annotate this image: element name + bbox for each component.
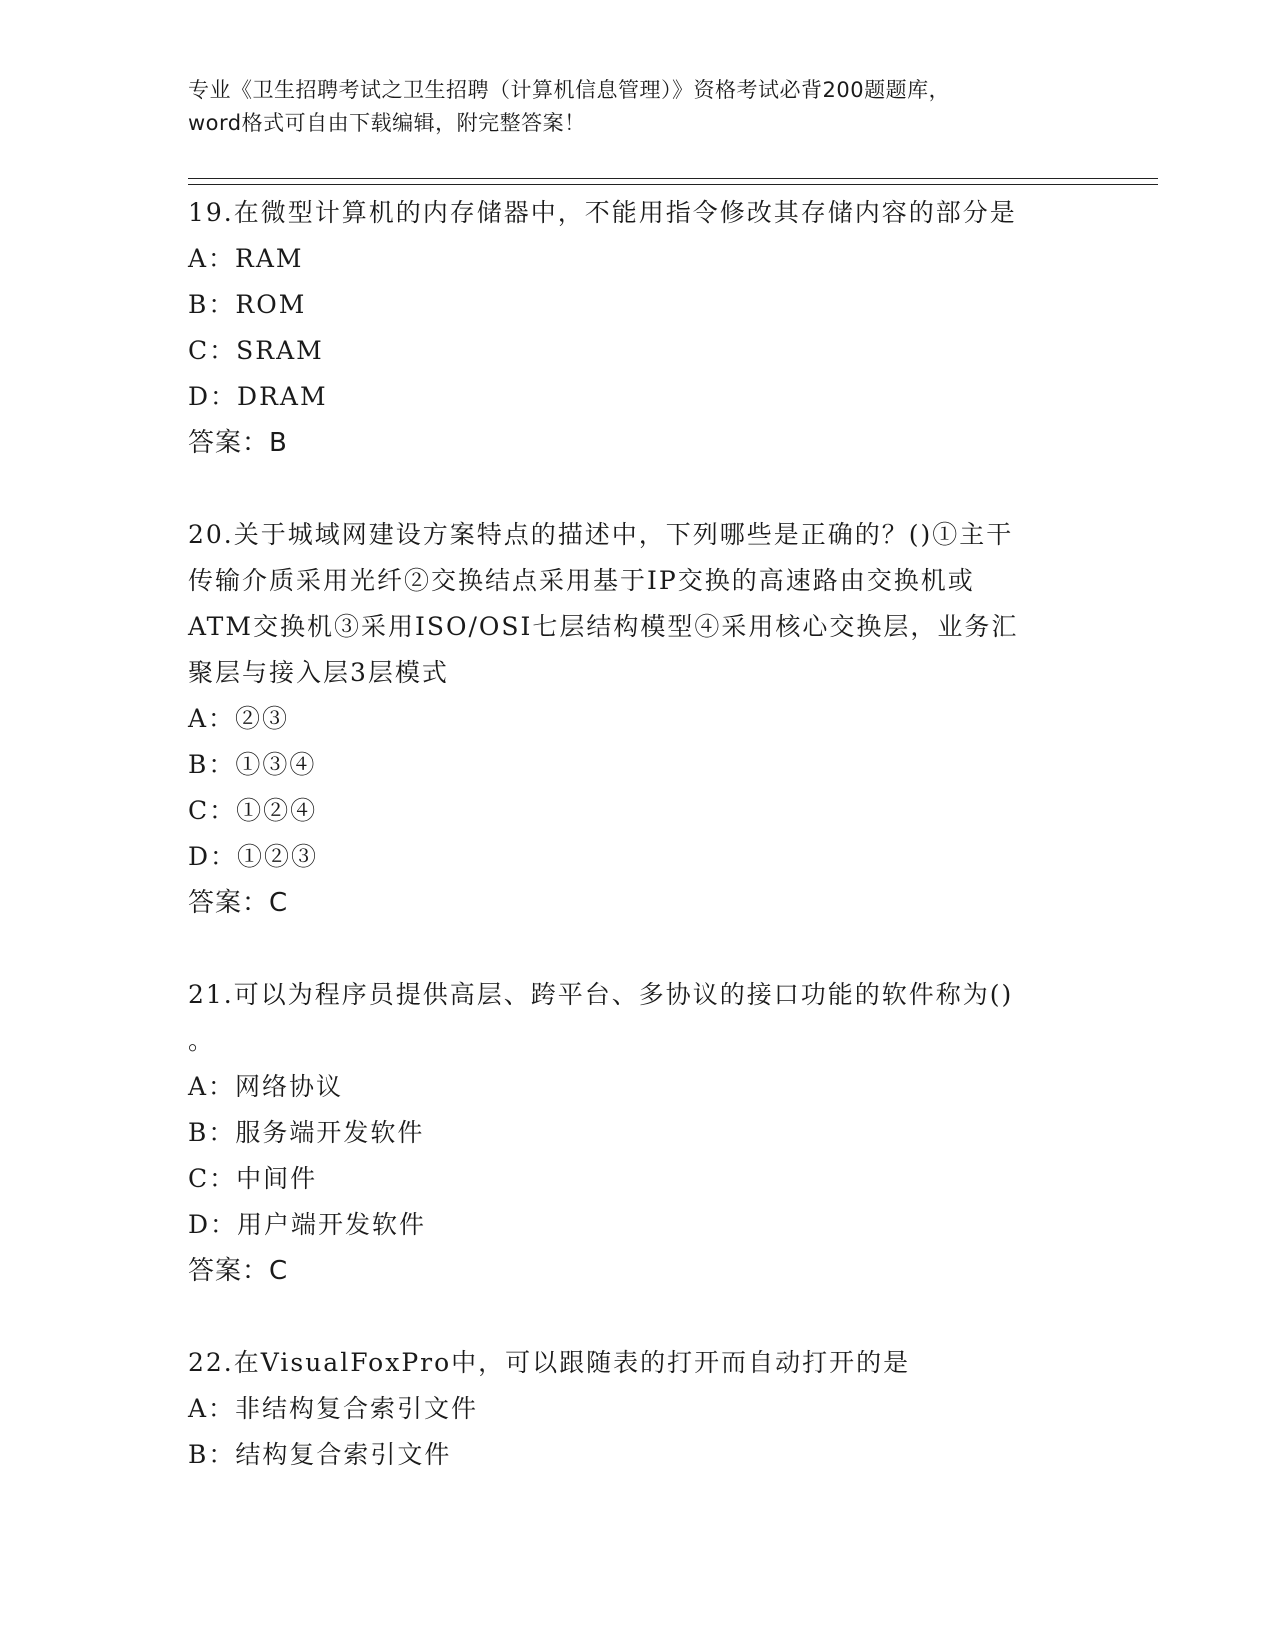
option-d: D：①②③ xyxy=(188,842,319,871)
question-text-line: 21.可以为程序员提供高层、跨平台、多协议的接口功能的软件称为() xyxy=(188,980,1014,1009)
question-21 xyxy=(188,972,1088,1294)
option-d: D：DRAM xyxy=(188,382,328,411)
question-text-line: 20.关于城域网建设方案特点的描述中，下列哪些是正确的？()①主干 xyxy=(188,520,1014,549)
option-a: A：RAM xyxy=(188,244,304,273)
question-text-line: 19.在微型计算机的内存储器中，不能用指令修改其存储内容的部分是 xyxy=(188,198,1017,227)
question-20 xyxy=(188,512,1088,926)
option-b: B：ROM xyxy=(188,290,307,319)
answer: 答案：B xyxy=(188,428,288,458)
option-c: C：SRAM xyxy=(188,336,324,365)
option-b: B：①③④ xyxy=(188,750,317,779)
option-d: D：用户端开发软件 xyxy=(188,1210,427,1239)
answer: 答案：C xyxy=(188,1256,289,1286)
question-text-line: 聚层与接入层3层模式 xyxy=(188,658,449,687)
question-text-line: 22.在VisualFoxPro中，可以跟随表的打开而自动打开的是 xyxy=(188,1348,911,1377)
document-header xyxy=(188,74,1108,140)
question-19 xyxy=(188,190,1088,466)
option-c: C：①②④ xyxy=(188,796,318,825)
option-b: B：结构复合索引文件 xyxy=(188,1440,452,1469)
question-text-line: ATM交换机③采用ISO/OSI七层结构模型④采用核心交换层，业务汇 xyxy=(188,612,1019,641)
header-line-2: word格式可自由下载编辑，附完整答案！ xyxy=(188,111,586,135)
option-c: C：中间件 xyxy=(188,1164,318,1193)
question-text-line: 。 xyxy=(188,1026,216,1055)
question-text-line: 传输介质采用光纤②交换结点采用基于IP交换的高速路由交换机或 xyxy=(188,566,975,595)
answer: 答案：C xyxy=(188,888,289,918)
header-divider-top xyxy=(188,178,1158,179)
question-22 xyxy=(188,1340,1088,1478)
header-divider-bottom xyxy=(188,184,1158,185)
option-a: A：②③ xyxy=(188,704,290,733)
option-a: A：网络协议 xyxy=(188,1072,344,1101)
question-list xyxy=(188,190,1088,1478)
option-b: B：服务端开发软件 xyxy=(188,1118,425,1147)
header-line-1: 专业《卫生招聘考试之卫生招聘（计算机信息管理）》资格考试必背200题题库， xyxy=(188,78,951,102)
option-a: A：非结构复合索引文件 xyxy=(188,1394,479,1423)
